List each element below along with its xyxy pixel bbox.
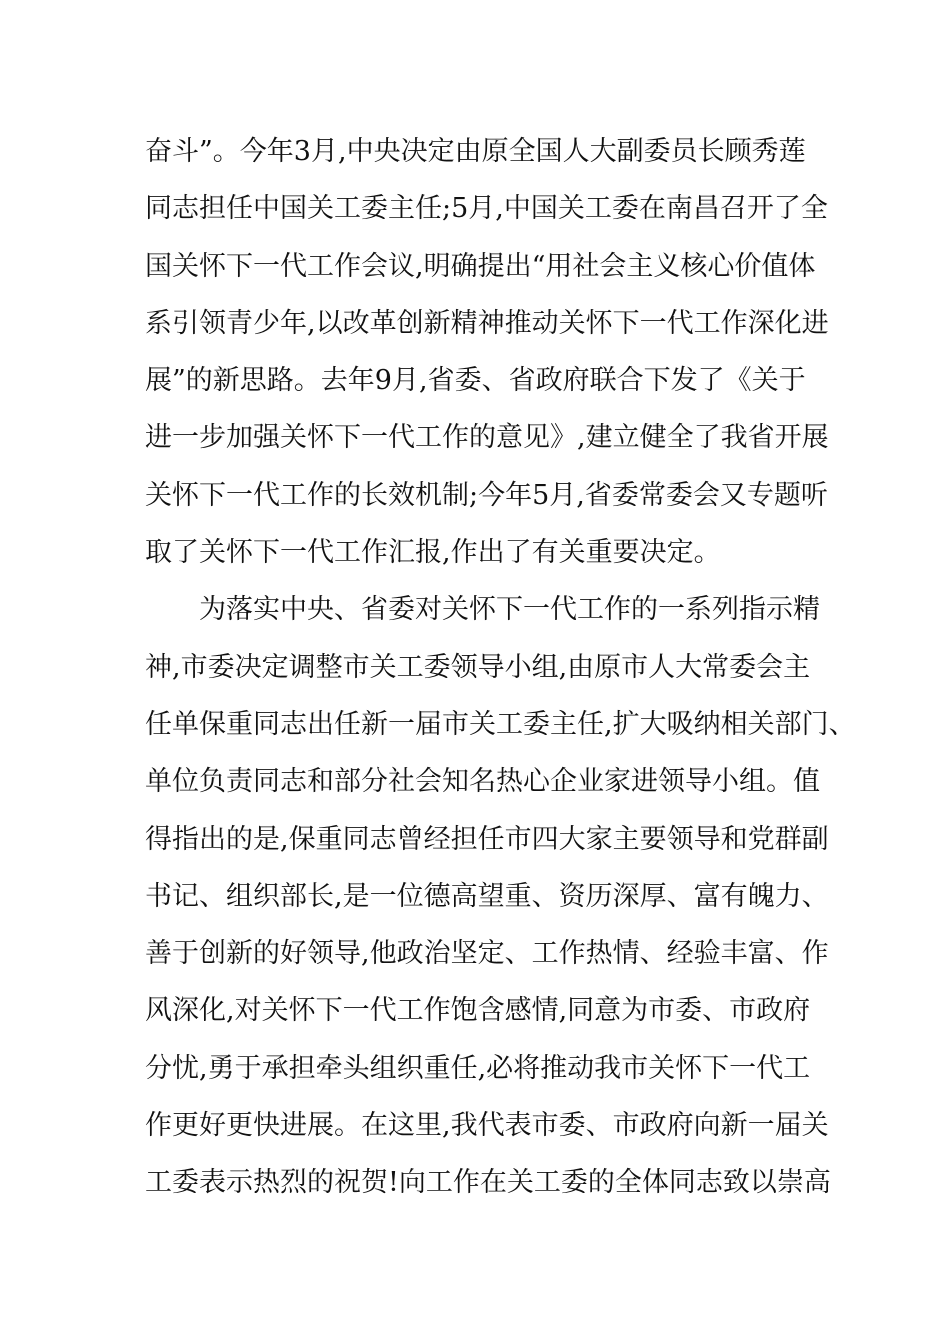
text-line: 单位负责同志和部分社会知名热心企业家进领导小组。值 <box>145 766 820 798</box>
paragraph-start-line: 为落实中央、省委对关怀下一代工作的一系列指示精 <box>199 594 820 626</box>
text-line: 展”的新思路。去年9月,省委、省政府联合下发了《关于 <box>145 365 806 397</box>
text-line: 系引领青少年,以改革创新精神推动关怀下一代工作深化进 <box>145 307 829 339</box>
text-line: 关怀下一代工作的长效机制;今年5月,省委常委会又专题听 <box>145 479 828 511</box>
text-line: 分忧,勇于承担牵头组织重任,必将推动我市关怀下一代工 <box>145 1052 811 1084</box>
text-line: 取了关怀下一代工作汇报,作出了有关重要决定。 <box>145 537 721 569</box>
text-line: 作更好更快进展。在这里,我代表市委、市政府向新一届关 <box>145 1110 829 1142</box>
text-line: 同志担任中国关工委主任;5月,中国关工委在南昌召开了全 <box>145 193 828 225</box>
text-line: 书记、组织部长,是一位德高望重、资历深厚、富有魄力、 <box>145 880 829 912</box>
text-line: 得指出的是,保重同志曾经担任市四大家主要领导和党群副 <box>145 823 829 855</box>
text-line: 国关怀下一代工作会议,明确提出“用社会主义核心价值体 <box>145 250 816 282</box>
body-text <box>145 123 856 1212</box>
text-line: 善于创新的好领导,他政治坚定、工作热情、经验丰富、作 <box>145 938 829 970</box>
text-line: 工委表示热烈的祝贺!向工作在关工委的全体同志致以崇高 <box>145 1167 831 1199</box>
text-line: 任单保重同志出任新一届市关工委主任,扩大吸纳相关部门、 <box>145 708 856 740</box>
text-line: 奋斗”。今年3月,中央决定由原全国人大副委员长顾秀莲 <box>145 136 806 167</box>
text-line: 风深化,对关怀下一代工作饱含感情,同意为市委、市政府 <box>145 995 811 1027</box>
text-line: 进一步加强关怀下一代工作的意见》,建立健全了我省开展 <box>145 422 829 454</box>
text-line: 神,市委决定调整市关工委领导小组,由原市人大常委会主 <box>145 651 811 683</box>
